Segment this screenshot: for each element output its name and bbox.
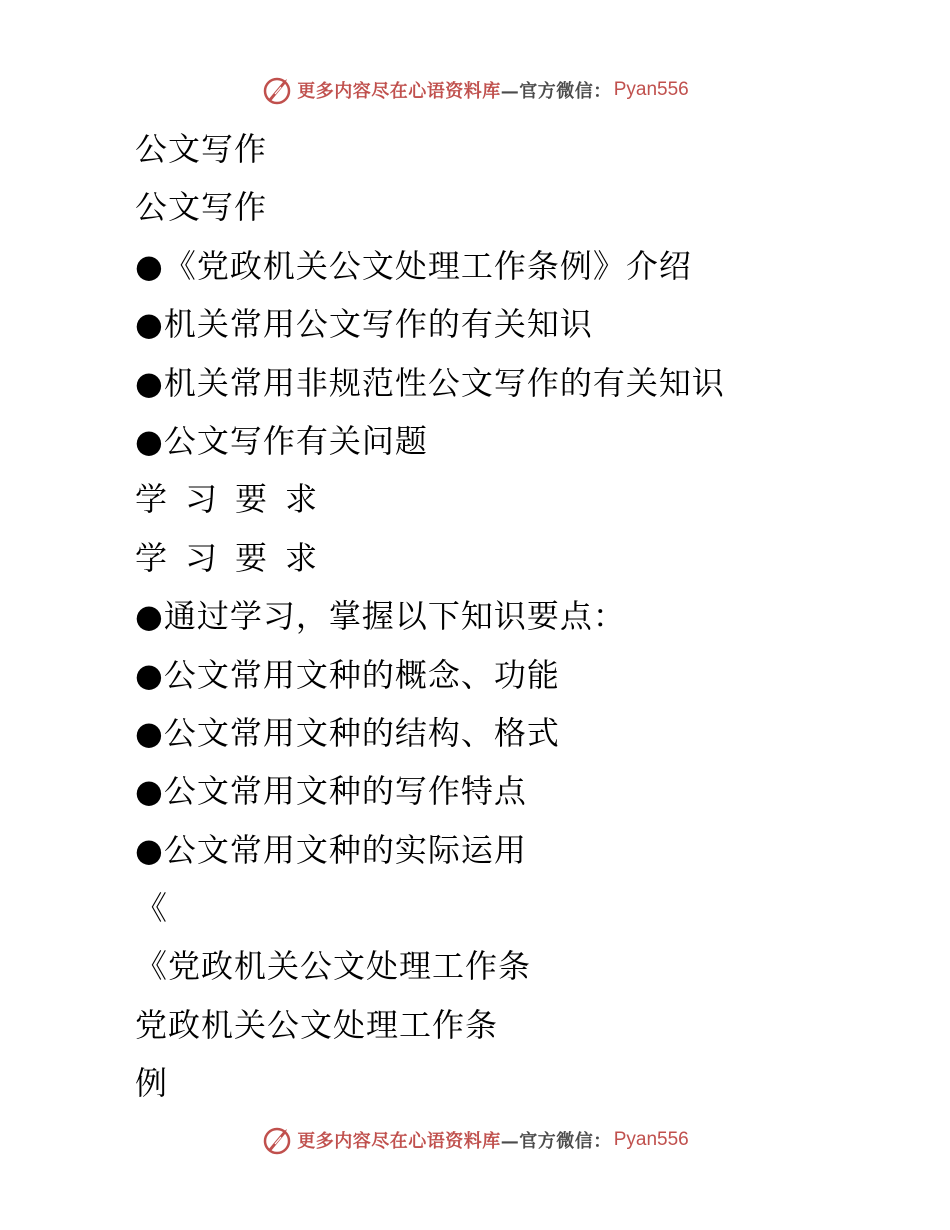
- quill-pen-logo-icon: [261, 1124, 293, 1156]
- bullet-item: ●公文写作有关问题: [135, 421, 428, 460]
- bullet-item: ●通过学习，掌握以下知识要点：: [135, 597, 626, 636]
- bullet-item: ●公文常用文种的写作特点: [135, 772, 527, 811]
- bullet-item: ●机关常用非规范性公文写作的有关知识: [135, 363, 725, 402]
- text-line: 例: [135, 1064, 169, 1103]
- watermark-handle: Pyan556: [613, 1129, 689, 1150]
- bullet-item: ●公文常用文种的概念、功能: [135, 655, 560, 694]
- text-line: 《: [135, 889, 169, 928]
- text-line: 《党政机关公文处理工作条: [135, 947, 532, 986]
- quill-pen-logo-icon: [261, 74, 293, 106]
- watermark-handle: Pyan556: [613, 79, 689, 100]
- watermark-text: 更多内容尽在心语资料库—官方微信：: [297, 81, 612, 102]
- bullet-item: ●公文常用文种的结构、格式: [135, 713, 560, 752]
- footer-watermark: [0, 1120, 950, 1160]
- section-heading: 学习要求: [135, 480, 336, 519]
- bullet-item: ●机关常用公文写作的有关知识: [135, 305, 593, 344]
- header-watermark: [0, 70, 950, 110]
- watermark-text: 更多内容尽在心语资料库—官方微信：: [297, 1131, 612, 1152]
- bullet-item: ●公文常用文种的实际运用: [135, 830, 527, 869]
- text-line: 党政机关公文处理工作条: [135, 1005, 499, 1044]
- doc-title-repeat: 公文写作: [135, 188, 268, 227]
- document-body: [135, 120, 915, 1113]
- doc-title: 公文写作: [135, 130, 268, 168]
- section-heading-repeat: 学习要求: [135, 538, 336, 577]
- bullet-item: ●《党政机关公文处理工作条例》介绍: [135, 246, 692, 285]
